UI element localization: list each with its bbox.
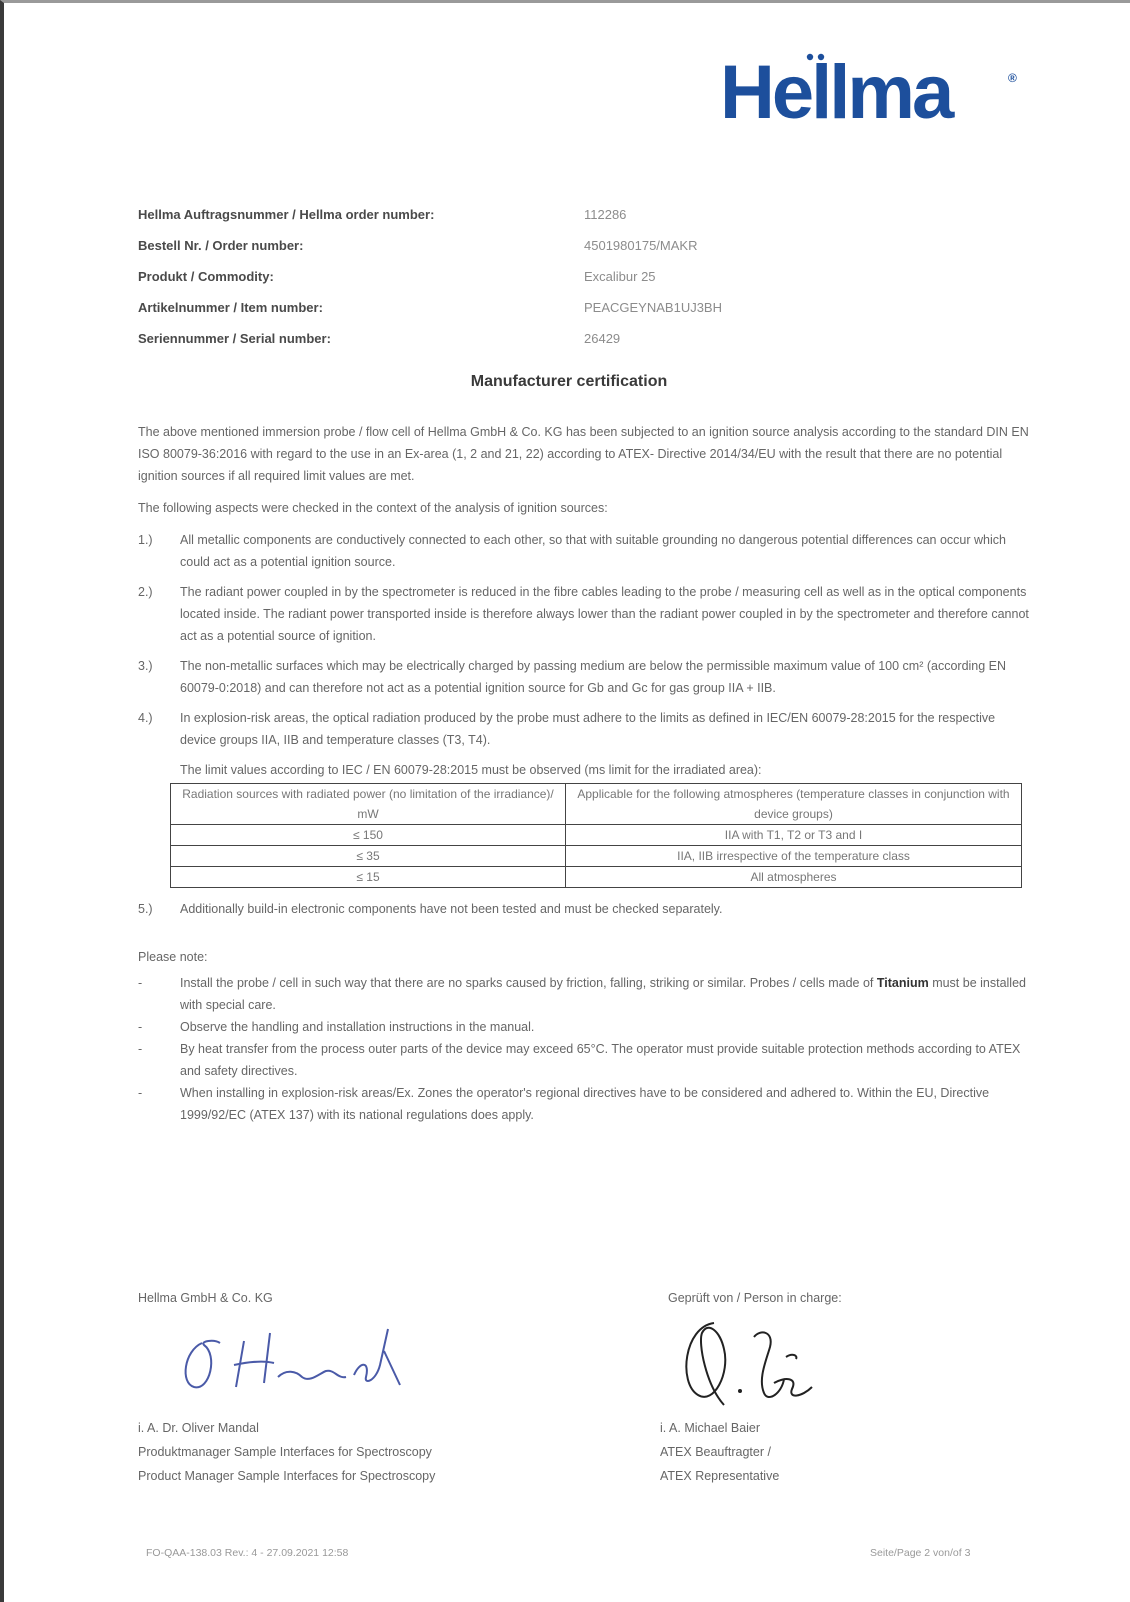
signatory-right (660, 1416, 779, 1488)
signatory-left (138, 1416, 435, 1488)
signature-right-icon (674, 1313, 844, 1423)
table-row (171, 867, 1022, 888)
item-text: Additionally build-in electronic components have not been tested and must be checked separately. (180, 902, 723, 916)
aspect-item (138, 529, 1030, 573)
document-title: Manufacturer certification (470, 373, 668, 390)
info-label: Seriennummer / Serial number: (138, 331, 331, 346)
aspect-item (138, 707, 1030, 751)
info-label: Produkt / Commodity: (138, 269, 274, 284)
company-name: Hellma GmbH & Co. KG (138, 1291, 273, 1305)
limit-intro: The limit values according to IEC / EN 60079-28:2015 must be observed (ms limit for the irradiated area): (180, 763, 762, 777)
note-text: Observe the handling and installation instructions in the manual. (180, 1020, 535, 1034)
logo-registered-mark: ® (1008, 71, 1017, 85)
table-cell: ≤ 150 (171, 825, 566, 846)
aspect-item (138, 898, 1030, 920)
item-text: The non-metallic surfaces which may be electrically charged by passing medium are below the permissible maximum value of 100 cm² (according EN 60079-0:2018) and can therefore not act as a potential ignition source for Gb and Gc for gas group IIA + IIB. (180, 659, 1007, 695)
aspects-intro: The following aspects were checked in the context of the analysis of ignition sources: (138, 501, 608, 515)
info-value: Excalibur 25 (584, 269, 656, 284)
aspect-item (138, 581, 1030, 647)
table-header-cell: Applicable for the following atmospheres (temperature classes in conjunction with device groups) (566, 784, 1022, 825)
note-dash: - (138, 1086, 143, 1100)
note-text: Install the probe / cell in such way that there are no sparks caused by friction, falling, striking or similar. Probes / cells made of Titanium must be installed with special care. (180, 976, 1026, 1012)
signature-left-icon (174, 1321, 414, 1401)
info-value: 112286 (584, 207, 627, 222)
info-row (138, 199, 1018, 230)
person-in-charge-label: Geprüft von / Person in charge: (668, 1291, 842, 1305)
table-row (171, 825, 1022, 846)
info-row (138, 292, 1018, 323)
table-cell: All atmospheres (566, 867, 1022, 888)
item-text: All metallic components are conductively connected to each other, so that with suitable grounding no dangerous potential differences can occur which could act as a potential ignition source. (180, 533, 1006, 569)
info-label: Hellma Auftragsnummer / Hellma order number: (138, 207, 435, 222)
note-item (138, 1038, 1030, 1082)
item-number: 2.) (138, 585, 153, 599)
note-dash: - (138, 1020, 143, 1034)
table-cell: IIA with T1, T2 or T3 and I (566, 825, 1022, 846)
certification-body (138, 421, 1030, 1126)
order-info (138, 199, 1018, 354)
table-row (171, 846, 1022, 867)
info-row (138, 261, 1018, 292)
page-number: Seite/Page 2 von/of 3 (870, 1547, 971, 1559)
table-header-row (171, 784, 1022, 825)
note-text: When installing in explosion-risk areas/Ex. Zones the operator's regional directives have to be considered and adhered to. Within the EU, Directive 1999/92/EC (ATEX 137) with its national regulations does apply. (180, 1086, 990, 1122)
note-item (138, 1082, 1030, 1126)
table-header-cell: Radiation sources with radiated power (no limitation of the irradiance)/ mW (171, 784, 566, 825)
info-label: Artikelnummer / Item number: (138, 300, 323, 315)
aspect-item (138, 655, 1030, 699)
info-row (138, 230, 1018, 261)
info-value: 26429 (584, 331, 621, 346)
note-item (138, 1016, 1030, 1038)
note-item (138, 972, 1030, 1016)
note-text: By heat transfer from the process outer parts of the device may exceed 65°C. The operator must provide suitable protection methods according to ATEX and safety directives. (180, 1042, 1021, 1078)
info-value: 4501980175/MAKR (584, 238, 698, 253)
item-number: 3.) (138, 659, 153, 673)
note-dash: - (138, 976, 143, 990)
signatory-role: Product Manager Sample Interfaces for Spectroscopy (138, 1469, 436, 1483)
item-number: 5.) (138, 902, 153, 916)
signatory-role: ATEX Beauftragter / (660, 1445, 771, 1459)
signatory-role: Produktmanager Sample Interfaces for Spectroscopy (138, 1445, 432, 1459)
info-value: PEACGEYNAB1UJ3BH (584, 300, 722, 315)
note-dash: - (138, 1042, 143, 1056)
hellma-logo: Hellma (720, 50, 952, 135)
table-cell: IIA, IIB irrespective of the temperature class (566, 846, 1022, 867)
document-reference: FO-QAA-138.03 Rev.: 4 - 27.09.2021 12:58 (146, 1547, 349, 1559)
table-cell: ≤ 35 (171, 846, 566, 867)
signatory-role: ATEX Representative (660, 1469, 780, 1483)
item-text: The radiant power coupled in by the spectrometer is reduced in the fibre cables leading to the probe / measuring cell as well as in the optical components located inside. The radiant power transported inside is therefore always lower than the radiant power coupled in by the spectrometer and therefore cannot act as a potential source of ignition. (180, 585, 1029, 643)
item-text: In explosion-risk areas, the optical radiation produced by the probe must adhere to the limits as defined in IEC/EN 60079-28:2015 for the respective device groups IIA, IIB and temperature classes (T3, T4). (180, 711, 996, 747)
item-number: 4.) (138, 711, 153, 725)
intro-paragraph: The above mentioned immersion probe / flow cell of Hellma GmbH & Co. KG has been subjected to an ignition source analysis according to the standard DIN EN ISO 80079-36:2016 with regard to the use in an Ex-area (1, 2 and 21, 22) according to ATEX- Directive 2014/34/EU with the result that there are no potential ignition sources if all required limit values are met. (138, 425, 1029, 483)
note-bold: Titanium (876, 976, 929, 990)
item-number: 1.) (138, 533, 153, 547)
info-label: Bestell Nr. / Order number: (138, 238, 304, 253)
table-cell: ≤ 15 (171, 867, 566, 888)
signatory-name: i. A. Michael Baier (660, 1421, 761, 1435)
notes-heading: Please note: (138, 950, 208, 964)
signatory-name: i. A. Dr. Oliver Mandal (138, 1421, 259, 1435)
info-row (138, 323, 1018, 354)
limits-table (170, 783, 1022, 888)
